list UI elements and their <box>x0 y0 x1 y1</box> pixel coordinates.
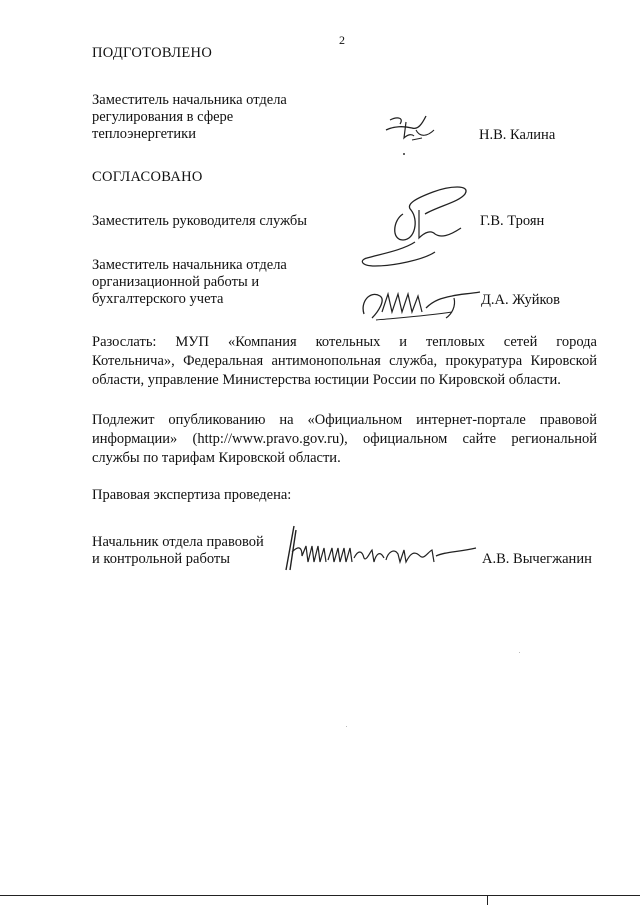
signature-kalina <box>378 108 444 160</box>
prepared-heading: ПОДГОТОВЛЕНО <box>92 45 213 61</box>
paragraph-line: Подлежит опубликованию на «Официальном интернет-портале правовой <box>92 412 597 428</box>
distribution-paragraph <box>92 333 597 390</box>
position-line: и контрольной работы <box>92 551 230 567</box>
footer-divider <box>0 895 640 896</box>
position-line: теплоэнергетики <box>92 126 196 142</box>
paragraph-line: Котельнича», Федеральная антимонопольная служба, прокуратура Кировской <box>92 353 597 369</box>
paragraph-line: службы по тарифам Кировской области. <box>92 450 341 466</box>
prepared-position <box>92 92 287 143</box>
scan-speck <box>346 726 347 727</box>
legal-review-heading: Правовая экспертиза проведена: <box>92 487 292 503</box>
legal-review-position <box>92 534 264 568</box>
page-number: 2 <box>339 33 345 47</box>
signature-troyan <box>353 180 479 274</box>
position-line: бухгалтерского учета <box>92 291 224 307</box>
agreed-position-2 <box>92 257 287 308</box>
position-line: Заместитель начальника отдела <box>92 92 287 108</box>
agreed-heading: СОГЛАСОВАНО <box>92 169 203 185</box>
scan-speck <box>519 652 520 653</box>
paragraph-line: Разослать: МУП «Компания котельных и тепловых сетей города <box>92 334 597 350</box>
signer-name-kalina: Н.В. Калина <box>479 127 556 143</box>
position-line: Заместитель начальника отдела <box>92 257 287 273</box>
position-line: Заместитель руководителя службы <box>92 213 308 229</box>
paragraph-line: информации» (http://www.pravo.gov.ru), официальном сайте региональной <box>92 431 597 447</box>
signer-name-zhuykov: Д.А. Жуйков <box>481 292 560 308</box>
position-line: Начальник отдела правовой <box>92 534 264 550</box>
position-line: регулирования в сфере <box>92 109 234 125</box>
agreed-position-1 <box>92 213 307 230</box>
position-line: организационной работы и <box>92 274 260 290</box>
signature-zhuykov <box>356 282 484 326</box>
signer-name-troyan: Г.В. Троян <box>480 213 545 229</box>
signer-name-vychegzhanin: А.В. Вычегжанин <box>482 551 592 567</box>
publication-paragraph <box>92 411 597 468</box>
footer-tick <box>487 895 488 905</box>
signature-vychegzhanin <box>272 522 480 574</box>
paragraph-line: области, управление Министерства юстиции России по Кировской области. <box>92 372 561 388</box>
